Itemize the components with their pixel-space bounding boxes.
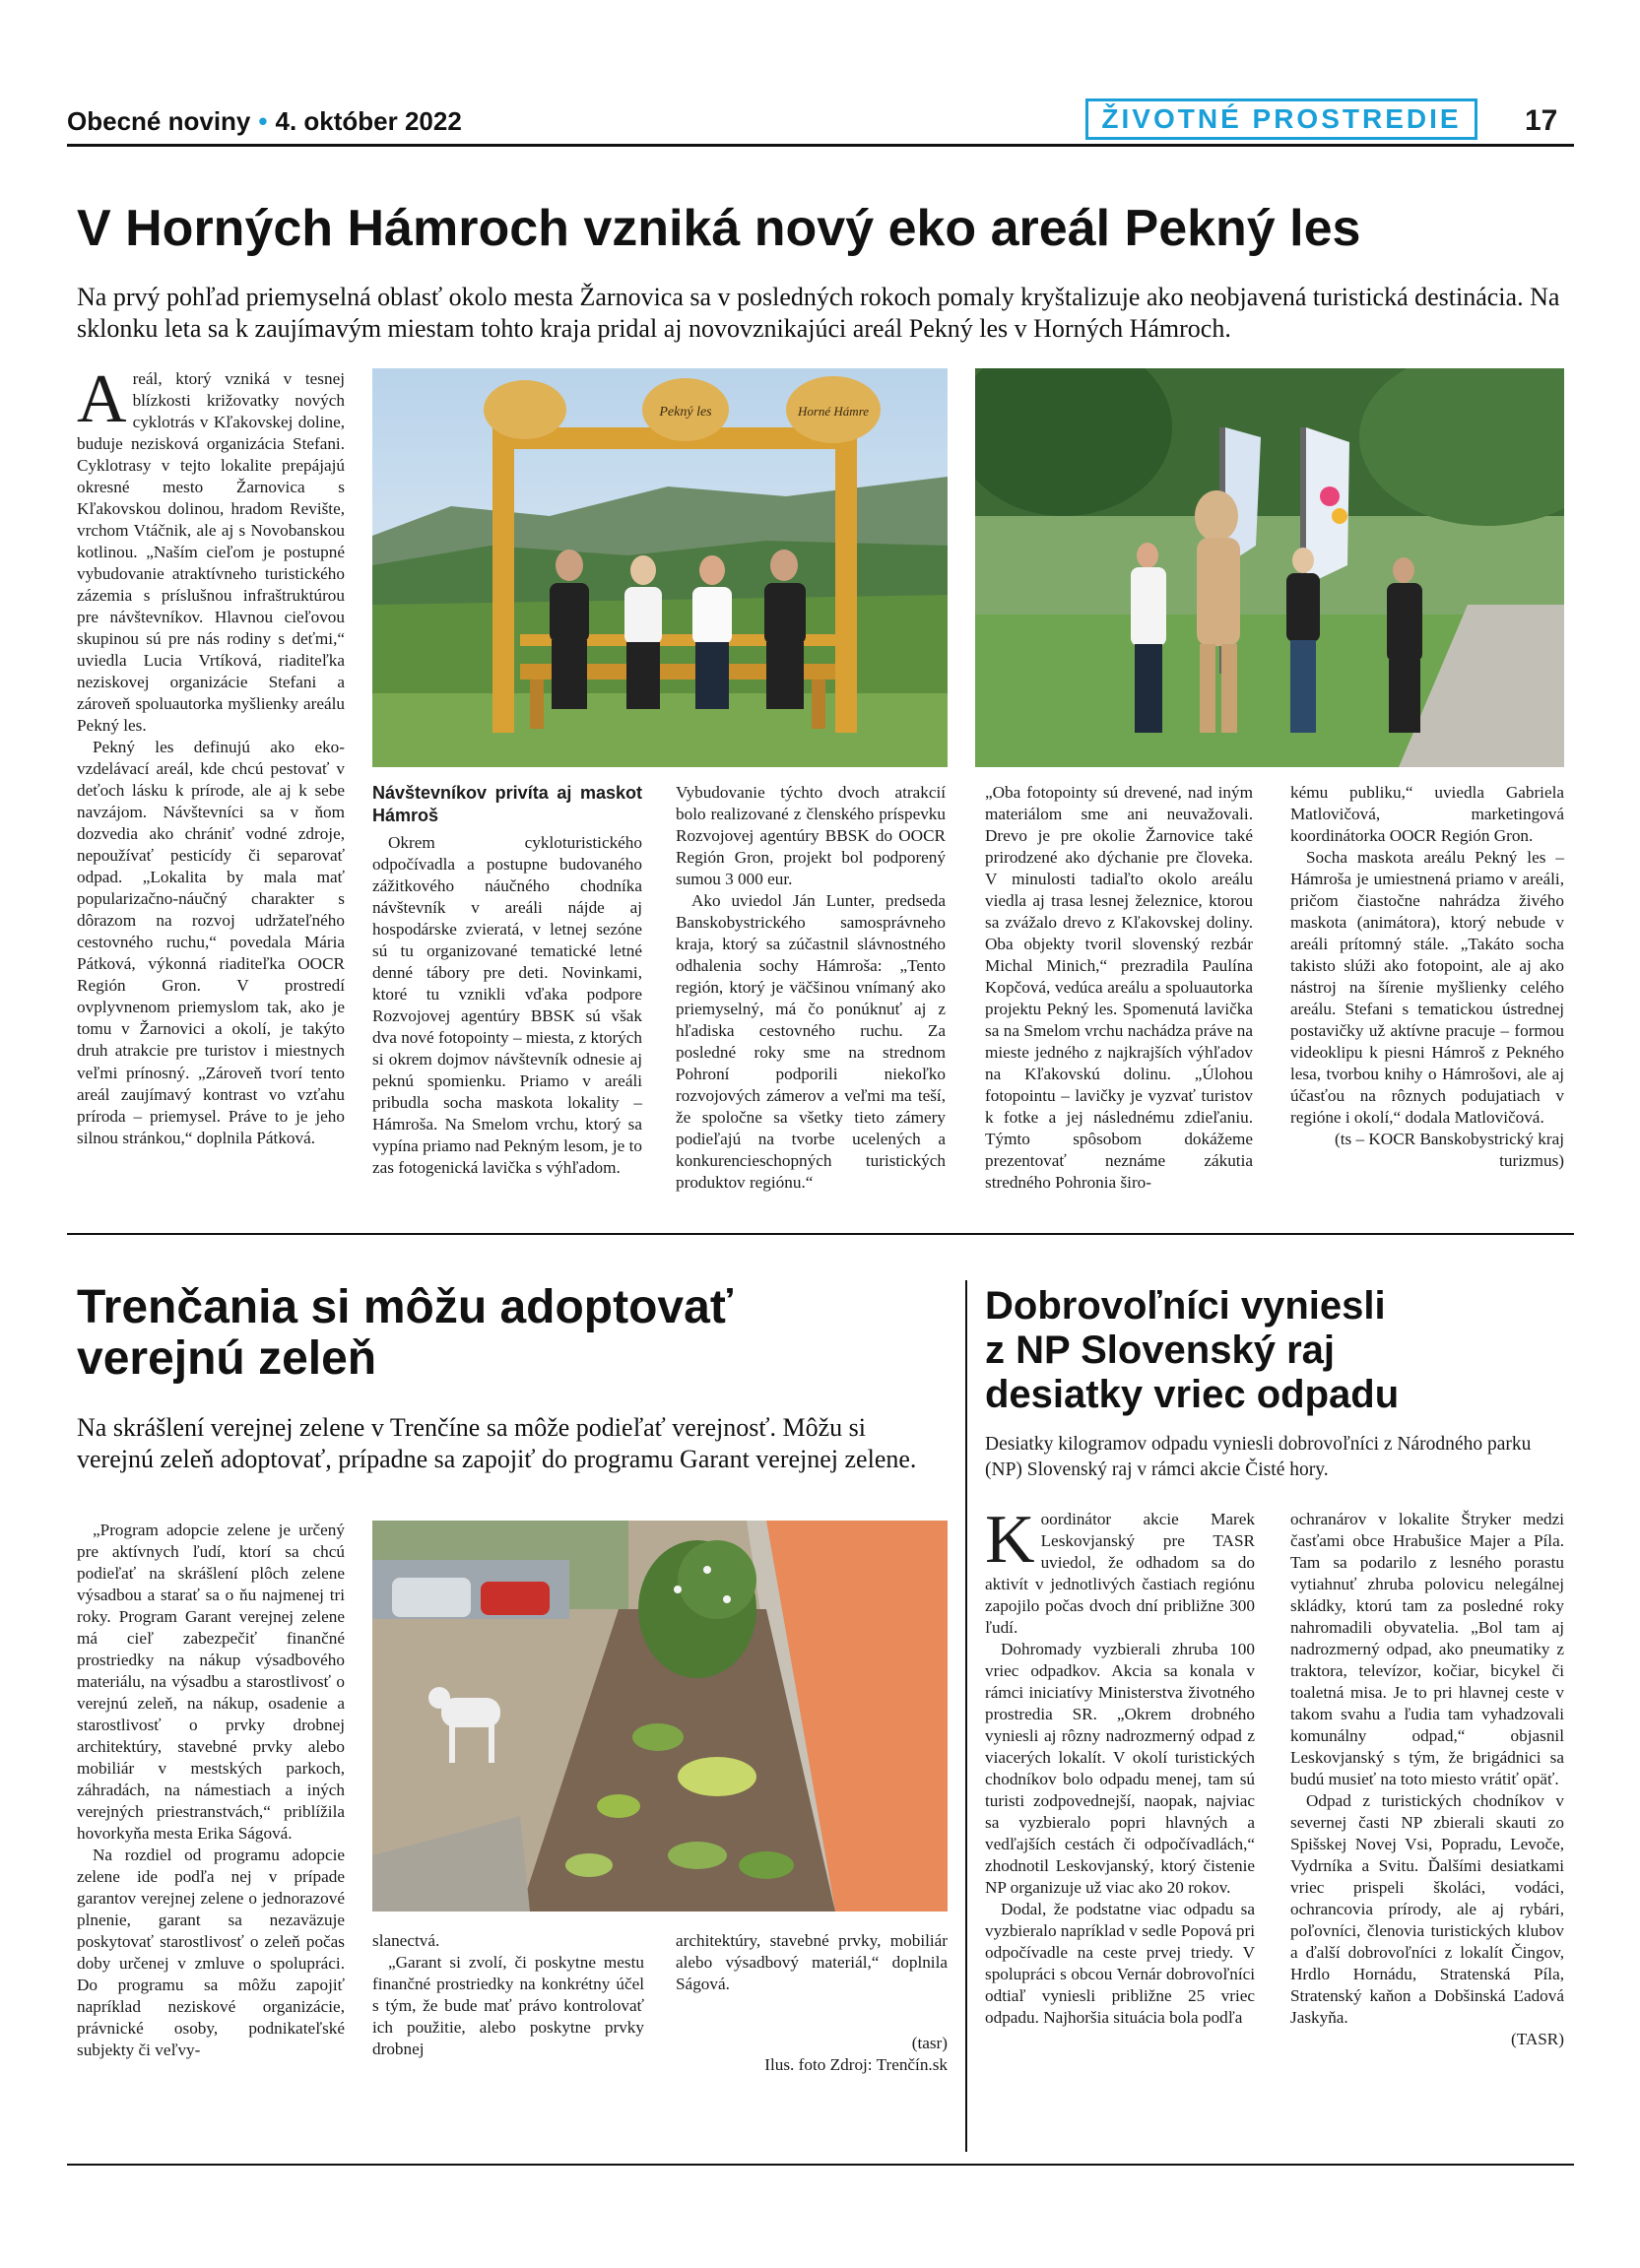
issue-date: 4. október 2022 (275, 106, 462, 136)
article3-credit: (TASR) (1510, 2030, 1564, 2049)
article2-col2: slanectvá. „Garant si zvolí, či poskytne mestu finančné prostriedky na konkrétny účel s tým, že bude mať právo kontrolovať ich použitie, alebo poskytne prvky drobnej (372, 1931, 644, 2059)
photo-flowerbed (372, 1521, 948, 1912)
article1-lead: Na prvý pohľad priemyselná oblasť okolo mesta Žarnovica sa v posledných rokoch pomaly kryštalizuje ako neobjavená turistická destinácia. Na sklonku leta sa k zaujímavým miestam tohto kraja pridal aj novovznikajúci areál Pekný les v Horných Hámroch. (77, 283, 1560, 343)
article2-title: Trenčania si môžu adoptovať verejnú zeleň (77, 1281, 733, 1385)
article1-credit: (ts – KOCR Banskobystrický kraj turizmus) (1335, 1130, 1564, 1171)
section-label: ŽIVOTNÉ PROSTREDIE (1085, 98, 1477, 140)
article1-col2: Návštevníkov privíta aj maskot Hámroš Okrem cykloturistického odpočívadla a postupne budovaného zážitkového náučného chodníka návštevník v areáli nájde aj hospodárske zvieratá, v letnej sezóne sú tu organizované tematické letné denné tábory pre deti. Novinkami, ktoré tu vznikli vďaka podpore Rozvojovej agentúry BBSK sú však dva nové fotopointy – miesta, z ktorých si okrem dojmov návštevník odnesie aj peknú spomienku. Priamo v areáli pribudla socha maskota lokality – Hámroša. Na Smelom vrchu, ktorý sa vypína priamo nad Pekným lesom, je to zas fotogenická lavička s výhľadom. (372, 783, 642, 1178)
photo-bench-fotopoint (372, 368, 948, 767)
article1-col1: Areál, ktorý vzniká v tesnej blízkosti križovatky nových cyklotrás v Kľakovskej doline, buduje nezisková organizácia Stefani. Cyklotrasy v tejto lokalite prepájajú okresné mesto Žarnovica s Kľakovskou dolinou, hradom Revište, vrchom Vtáčnik, ale aj s Novobanskou kotlinou. „Naším cieľom je postupné vybudovanie atraktívneho turistického zázemia s príslušnou infraštruktúrou pre návštevníkov. Hlavnou cieľovou skupinou sú pre nás rodiny s deťmi,“ uviedla Lucia Vrtíková, riaditeľka neziskovej organizácie Stefani a zároveň spoluautorka myšlienky areálu Pekný les. Pekný les definujú ako eko-vzdelávací areál, kde chcú pestovať v deťoch lásku k prírode, ale aj k sebe navzájom. Návštevníci sa v ňom dozvedia ako chrániť vodné zdroje, nepoužívať pesticídy či separovať odpad. „Lokalita by mala mať popularizačno-náučný charakter s dôrazom na rozvoj udržateľného cestovného ruchu,“ povedala Mária Pátková, výkonná riaditeľka OOCR Región Gron. V prostredí ovplyvnenom priemyslom tak, ako je tomu v Žarnovici a okolí, je takýto druh atrakcie pre turistov i miestnych veľmi prínosný. „Zároveň tvorí tento areál zaujímavý kontrast vo vzťahu príroda – priemysel. Práve to je jeho silnou stránkou,“ doplnila Pátková. (77, 361, 345, 1147)
article1-title: V Horných Hámroch vzniká nový eko areál Pekný les (77, 200, 1361, 257)
photo-mascot-statue (975, 368, 1564, 767)
article3-lead: Desiatky kilogramov odpadu vyniesli dobrovoľníci z Národného parku (NP) Slovenský raj v rámci akcie Čisté hory. (985, 1434, 1532, 1481)
article2-lead: Na skrášlení verejnej zelene v Trenčíne sa môže podieľať verejnosť. Môžu si verejnú zeleň adoptovať, prípadne sa zapojiť do programu Garant verejnej zelene. (77, 1413, 917, 1473)
article2-col3: architektúry, stavebné prvky, mobiliár alebo výsadbový materiál,“ doplnila Ságová. (tasr) Ilus. foto Zdroj: Trenčín.sk (676, 1930, 948, 2157)
article2-col1: „Program adopcie zelene je určený pre aktívnych ľudí, ktorí sa chcú podieľať na skrášlení plôch zelene výsadbou a starať sa o ňu najmenej tri roky. Program Garant verejnej zelene má cieľ zabezpečiť finančné prostriedky na nákup výsadbového materiálu, na výsadbu a starostlivosť o verejnú zeleň, na nákup, osadenie a starostlivosť o prvky drobnej architektúry, stavebné prvky alebo mobiliár v mestských parkoch, záhradách, na námestiach a iných verejných priestranstvách,“ priblížila hovorkyňa mesta Erika Ságová. Na rozdiel od programu adopcie zelene ide podľa nej v prípade garantov verejnej zelene o jednorazové plnenie, garant sa nezaväzuje poskytovať starostlivosť o zeleň počas doby určenej v zmluve o spolupráci. Do programu sa môžu zapojiť napríklad neziskové organizácie, právnické osoby, podnikateľské subjekty či veľvy- (77, 1521, 345, 2060)
article1-col5: kému publiku,“ uviedla Gabriela Matlovičová, marketingová koordinátorka OOCR Región Gron. Socha maskota areálu Pekný les – Hámroša je umiestnená priamo v areáli, pričom čiastočne nahrádza živého maskota (animátora), ktorý nebude v areáli prítomný stále. „Takáto socha takisto slúži ako fotopoint, ale aj ako nástroj na šírenie myšlienky celého areálu. Stefani s tematickou ústrednej postavičky už aktívne pracuje – formou videoklipu k piesni Hámroš z Pekného lesa, tvorbou knihy o Hámrošovi, ale aj účasťou na rôznych podujatiach v regióne i okolí,“ dodala Matlovičová. (ts – KOCR Banskobystrický kraj turizmus) (1290, 782, 1564, 1230)
header-rule (67, 144, 1574, 147)
article2-photo-credit: Ilus. foto Zdroj: Trenčín.sk (764, 2055, 948, 2075)
article1-col3: Vybudovanie týchto dvoch atrakcií bolo realizované z členského príspevku Rozvojovej agentúry BBSK do OOCR Región Gron, projekt bol podporený sumou 3 000 eur. Ako uviedol Ján Lunter, predseda Banskobystrického samosprávneho kraja, ktorý sa zúčastnil slávnostného odhalenia sochy Hámroša: „Tento región, ktorý je väčšinou vnímaný ako priemyselný, má čo ponúknuť aj z hľadiska cestovného ruchu. Za posledné roky sme na strednom Pohroní podporili niekoľko rozvojových zámerov a veľmi ma teší, že spoločne sa všetky tieto zámery podieľajú na tvorbe ucelených a konkurencieschopných turistických produktov regiónu.“ (676, 783, 946, 1193)
article2-credit: (tasr) (911, 2034, 948, 2053)
dropcap: K (985, 1502, 1035, 1578)
article3-col1: Koordinátor akcie Marek Leskovjanský pre TASR uviedol, že odhadom sa do aktivít v jednotlivých častiach regiónu zapojilo počas dvoch dní približne 300 ľudí. Dohromady vyzbierali zhruba 100 vriec odpadkov. Akcia sa konala v rámci iniciatívy Ministerstva životného prostredia SR. „Okrem drobného vyniesli aj rôzny nadrozmerný odpad z viacerých lokalít. V okolí turistických chodníkov bolo odpadu menej, tam sú turisti zodpovednejší, naopak, najviac sa vyzbieralo popri hlavných a vedľajších cestách či odpočívadlách,“ zhodnotil Leskovjanský, ktorý čistenie NP organizuje už viac ako 20 rokov. Dodal, že podstatne viac odpadu sa vyzbieralo napríklad v sedle Popová pri odpočívadle na ceste prvej triedy. V spolupráci s obcou Vernár dobrovoľníci odtiaľ vyniesli približne 25 vriec odpadu. Najhoršia situácia bola podľa (985, 1502, 1255, 2028)
sign-pekny-les: Pekný les (659, 405, 712, 420)
article1-subhead: Návštevníkov privíta aj maskot Hámroš (372, 783, 642, 825)
page-number: 17 (1525, 104, 1558, 137)
article3-col2: ochranárov v lokalite Štryker medzi časťami obce Hrabušice Majer a Píla. Tam sa podarilo z lesného porastu vytiahnuť zhruba polovicu nelegálnej skládky, ktorú tam za posledné roky nahromadili obyvatelia. „Bol tam aj nadrozmerný odpad, ako pneumatiky z traktora, televízor, kočiar, bicykel či toaletná misa. Je to pri hlavnej ceste v takom svahu a ľudia tam vyhadzovali komunálny odpad,“ objasnil Leskovjanský s tým, že brigádnici sa budú musieť na toto miesto vrátiť opäť. Odpad z turistických chodníkov v severnej časti NP zbierali skauti zo Spišskej Novej Vsi, Popradu, Levoče, Vydrníka a Svitu. Ďalšími desiatkami vriec prispeli školáci, vodáci, ochrancovia prírody, ale aj rybári, poľovníci, členovia turistických klubov a ďalší dobrovoľníci z lokalít Čingov, Hrdlo Hornádu, Stratenská Píla, Stratenský kaňon a Dobšinská Ľadová Jaskyňa. (TASR) (1290, 1509, 1564, 2159)
article3-title: Dobrovoľníci vyniesli z NP Slovenský raj desiatky vriec odpadu (985, 1284, 1400, 1416)
dropcap: A (77, 361, 127, 437)
publication-name: Obecné noviny (67, 106, 251, 136)
sign-horne-hamre: Horné Hámre (797, 404, 870, 419)
running-header: Obecné noviny • 4. október 2022 (67, 106, 462, 136)
article1-col4: „Oba fotopointy sú drevené, nad iným materiálom sme ani neuvažovali. Drevo je pre okolie Žarnovice také prirodzené ako dýchanie pre človeka. V minulosti tadiaľto okolo areálu viedla aj trasa lesnej železnice, ktorou sa zvážalo drevo z Kľakovskej doliny. Oba objekty tvoril slovenský rezbár Michal Minich,“ prezradila Paulína Kopčová, vedúca areálu a spoluautorka projektu Pekný les. Spomenutá lavička sa na Smelom vrchu nachádza práve na mieste jedného z najkrajších výhľadov na Kľakovskú dolinu. „Úlohou fotopointu – lavičky je vyzvať turistov k fotke a jej následnému zdieľaniu. Týmto spôsobom dokážeme prezentovať neznáme zákutia stredného Pohronia širo- (985, 783, 1253, 1193)
section-divider (67, 1233, 1574, 1235)
bottom-rule (67, 2164, 1574, 2166)
column-divider (965, 1280, 967, 2152)
